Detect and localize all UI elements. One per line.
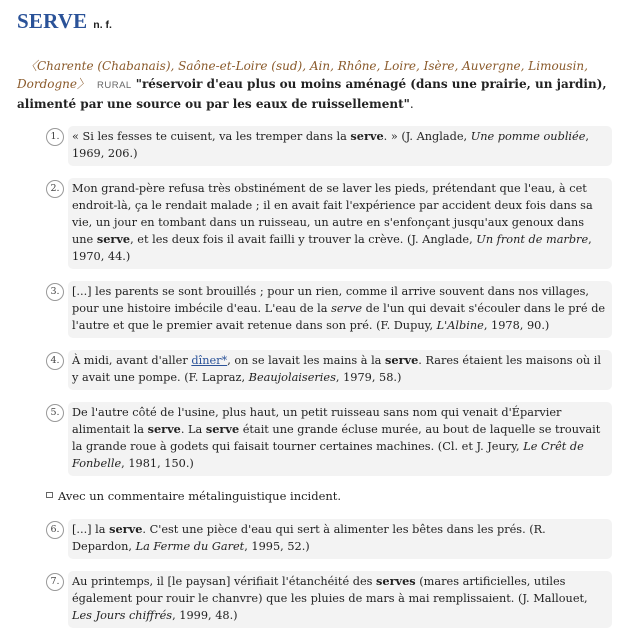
text: (mares artificielles, utiles également pour rouir le chanvre) que les pluies de mars à mai remplissaient. (J. Mallouet,: [72, 575, 588, 605]
example-number: 1.: [46, 128, 64, 146]
example-7: [46, 571, 628, 628]
example-4: [46, 350, 628, 390]
example-text: [68, 126, 612, 166]
text: , on se lavait les mains à la: [227, 354, 386, 367]
text: , 1969, 206.): [72, 130, 590, 160]
gloss-end: .: [409, 97, 414, 111]
example-text: [68, 571, 612, 628]
examples-list: [17, 126, 628, 628]
keyword: serve: [350, 129, 384, 143]
example-3: [46, 281, 628, 338]
source-title: Une pomme oubliée: [470, 130, 586, 143]
source-title: Les Jours chiffrés: [72, 609, 173, 622]
text: , 1970, 44.): [72, 233, 592, 263]
example-number: 6.: [46, 521, 64, 539]
text: [...] les parents se sont brouillés ; pour un rien, comme il arrive souvent dans nos villages, pour une histoire imbécile d'eau. L'eau de la: [72, 285, 589, 315]
subsense-note: [46, 488, 628, 505]
keyword: serve: [205, 422, 240, 436]
example-number: 2.: [46, 180, 64, 198]
text: À midi, avant d'aller: [72, 354, 192, 367]
source-title: Un front de marbre: [476, 233, 589, 246]
square-bullet-icon: [46, 492, 53, 498]
regions-label: 〈Charente (Chabanais), Saône-et-Loire (sud), Ain, Rhône, Loire, Isère, Auvergne, Limousin, Dordogne〉: [17, 59, 588, 91]
entry-header: [17, 9, 628, 37]
example-2: [46, 178, 628, 269]
keyword: serve: [96, 232, 131, 246]
example-number: 5.: [46, 404, 64, 422]
example-1: [46, 126, 628, 166]
text: , 1979, 58.): [335, 371, 402, 384]
example-number: 3.: [46, 283, 64, 301]
example-text: [68, 402, 612, 476]
text: De l'autre côté de l'usine, plus haut, un petit ruisseau sans nom qui venait d'Éparvier alimentait la: [72, 406, 562, 436]
diner-link[interactable]: dîner*: [191, 354, 228, 367]
example-text: [68, 350, 612, 390]
text: . Rares étaient les maisons où il y avait une pompe. (F. Lapraz,: [72, 354, 602, 384]
text: . C'est une pièce d'eau qui sert à alimenter les bêtes dans les prés. (R. Depardon,: [72, 523, 546, 553]
keyword: serve: [147, 422, 181, 436]
text: Au printemps, il [le paysan] vérifiait l'étanchéité des: [72, 575, 377, 588]
source-title: L'Albine: [436, 319, 484, 332]
example-5: [46, 402, 628, 476]
headword: SERVE: [17, 9, 88, 33]
text: , 1981, 150.): [121, 457, 194, 470]
example-text: [68, 519, 612, 559]
source-title: Beaujolaiseries: [248, 371, 336, 384]
keyword: serves: [376, 574, 416, 588]
text: . La: [180, 423, 206, 436]
definition: [17, 57, 628, 113]
keyword: serve: [331, 302, 363, 315]
example-text: [68, 281, 612, 338]
gloss: "réservoir d'eau plus ou moins aménagé (dans une prairie, un jardin), alimenté par une source ou par les eaux de ruissellement": [17, 77, 607, 111]
text: Mon grand-père refusa très obstinément de se laver les pieds, prétendant que l'eau, à cet endroit-là, ça le rendait malade ; il en avait fait l'expérience par accident deux fois dans sa vie, un jour en tombant dans un ruisseau, un autre en s'enfonçant jusqu'aux genoux dans une: [72, 182, 593, 246]
text: était une grande écluse murée, au bout de laquelle se trouvait la grande roue à godets qui faisait tourner certaines machines. (Cl. et J. Jeury,: [72, 423, 601, 453]
text: , 1995, 52.): [244, 540, 310, 553]
example-number: 7.: [46, 573, 64, 591]
source-title: La Ferme du Garet: [135, 540, 245, 553]
example-number: 4.: [46, 352, 64, 370]
keyword: serve: [109, 522, 143, 536]
text: , 1978, 90.): [483, 319, 550, 332]
text: [...] la: [72, 523, 110, 536]
example-text: [68, 178, 612, 269]
text: de l'un qui devait s'écouler dans le pré de l'autre et que le premier avait retenue dans son pré. (F. Dupuy,: [72, 302, 606, 332]
text: . » (J. Anglade,: [383, 130, 471, 143]
text: « Si les fesses te cuisent, va les tremper dans la: [72, 130, 351, 143]
text: , 1999, 48.): [172, 609, 238, 622]
usage-label: RURAL: [97, 80, 132, 91]
source-title: Le Crêt de Fonbelle: [72, 440, 584, 470]
note-text: Avec un commentaire métalinguistique incident.: [58, 489, 342, 503]
part-of-speech: n. f.: [93, 19, 112, 31]
example-6: [46, 519, 628, 559]
keyword: serve: [385, 353, 419, 367]
text: , et les deux fois il avait failli y trouver la crève. (J. Anglade,: [130, 233, 477, 246]
